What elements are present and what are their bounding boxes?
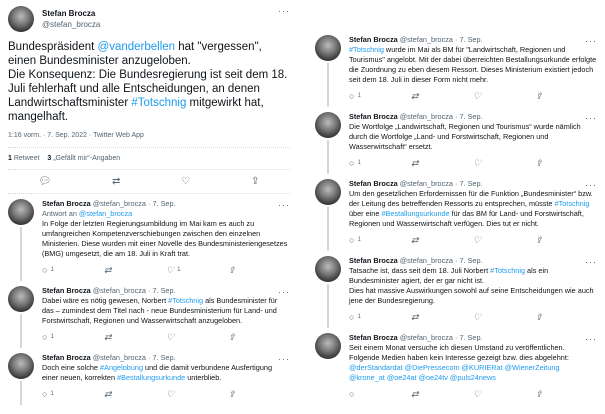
like-button[interactable]: [166, 389, 228, 399]
reply-tweet: ··· Stefan Brocza @stefan_brocza · 7. Sep. Seit einem Monat versuche ich diesen Umstand zu veröffentlichen. Folgende Medien haben kein Interesse gezeigt bzw. dies abgelehnt: @derStandardat @DiePressecom @KURIERat @WienerZeitung @krone_at @oe24at @oe24tv @puls24news ○ ⇄ ♡ ⇪: [307, 328, 605, 405]
avatar[interactable]: [315, 256, 341, 282]
author-handle[interactable]: @stefan_brocza: [399, 112, 453, 121]
retweets-count: 1: [8, 155, 12, 162]
tweet-text: [42, 219, 290, 259]
tweet-timestamp[interactable]: 1:16 vorm. · 7. Sep. 2022 · Twitter Web App: [8, 132, 290, 148]
author-handle[interactable]: @stefan_brocza: [399, 333, 453, 342]
author-name[interactable]: Stefan Brocza: [42, 286, 91, 295]
author-name[interactable]: Stefan Brocza: [349, 333, 398, 342]
like-icon: ♡: [473, 158, 482, 168]
reply-tweet: ··· Stefan Brocza @stefan_brocza · 7. Sep. Dabei wäre es nötig gewesen, Norbert #Totschnig als Bundesminister für das – zumindest dem Titel nach - neue Bundesministerium für Land- und Forstwirtschaft, Regionen und Wasserwirtschaft anzugeloben. ○ 1 ⇄ ♡ ⇪: [0, 281, 298, 348]
reply-to-line: [42, 209, 290, 219]
more-options-icon[interactable]: ···: [585, 257, 597, 267]
tweet-date[interactable]: 7. Sep.: [459, 35, 483, 44]
reply-count: 1: [357, 93, 361, 99]
tweet-actions: [8, 170, 290, 194]
retweet-button[interactable]: [104, 332, 166, 342]
share-icon: ⇪: [228, 389, 236, 399]
tweet-text-segment: Um den gesetzlichen Erfordernissen für die Funktion „Bundesminister“ bzw. der Leitung des betreffenden Ressorts zu entsprechen, müsste: [349, 189, 593, 208]
reply-icon: ○: [42, 265, 48, 275]
share-button[interactable]: [228, 265, 290, 275]
tweet-text-segment: Die Konsequenz: Die Bundesregierung ist seit dem 18. Juli fehlerhaft und alle Entscheidungen, an denen Landwirtschaftsminister: [8, 69, 288, 109]
author-handle[interactable]: @stefan_brocza: [92, 353, 146, 362]
reply-button[interactable]: [349, 235, 411, 245]
tweet-text-segment: Doch eine solche: [42, 363, 101, 372]
retweet-icon: ⇄: [104, 265, 112, 275]
retweet-icon: ⇄: [411, 158, 419, 168]
reply-icon: ○: [349, 312, 355, 322]
tweet-date[interactable]: 7. Sep.: [459, 333, 483, 342]
retweets-stat[interactable]: [8, 155, 40, 162]
tweet-text: [349, 266, 597, 306]
reply-count: 1: [357, 237, 361, 243]
like-icon: ♡: [473, 389, 482, 399]
left-thread-panel: [0, 0, 298, 414]
author-handle[interactable]: @stefan_brocza: [92, 286, 146, 295]
tweet-actions: [349, 91, 597, 101]
tweet-text-segment: Die Wortfolge „Landwirtschaft, Regionen und Tourismus“ wurde nämlich durch die Wortfolge „Land- und Forstwirtschaft, Regionen und Wasserwirtschaft“ ersetzt.: [349, 122, 581, 151]
like-button[interactable]: [473, 389, 535, 399]
tweet-text-segment: Dabei wäre es nötig gewesen, Norbert: [42, 296, 169, 305]
likes-label: „Gefällt mir“-Angaben: [53, 155, 121, 162]
like-icon: ♡: [473, 235, 482, 245]
author-name[interactable]: Stefan Brocza: [42, 9, 96, 18]
reply-tweet: ··· Stefan Brocza @stefan_brocza · 7. Sep. Tatsache ist, dass seit dem 18. Juli Norbert #Totschnig als ein Bundesminister agiert, der er gar nicht ist. Dies hat massive Auswirkungen sowohl auf seine Entscheidungen wie auch jene der Bundesregierung. ○ 1 ⇄ ♡ ⇪: [307, 251, 605, 328]
avatar[interactable]: [315, 112, 341, 138]
like-icon: ♡: [166, 265, 175, 275]
reply-button[interactable]: [349, 91, 411, 101]
more-options-icon[interactable]: ···: [585, 36, 597, 46]
tweet-text: [349, 343, 597, 383]
tweet-text-segment: Folgende Medien haben kein Interesse gezeigt bzw. dies abgelehnt:: [349, 353, 569, 362]
reply-count: 1: [357, 314, 361, 320]
tweet-text-segment: wurde im Mai als BM für "Landwirtschaft, Regionen und Tourismus" angelobt. Mit der dabei überreichten Bestallungsurkunde erfolgte die Zuordnung zu eben diesem Ressort. Dieses Ministerium existiert jedoch seit dem 18. Juli in dieser Form nicht mehr.: [349, 45, 597, 84]
tweet-date[interactable]: 7. Sep.: [152, 286, 176, 295]
retweet-button[interactable]: [104, 265, 166, 275]
retweet-icon: ⇄: [411, 312, 419, 322]
retweet-button[interactable]: [104, 389, 166, 399]
reply-button[interactable]: [42, 332, 104, 342]
avatar[interactable]: [315, 35, 341, 61]
tweet-text-segment: hat "vergessen", einen Bundesminister anzugeloben.: [8, 41, 262, 67]
tweet-text: [8, 40, 290, 124]
share-button[interactable]: [535, 389, 597, 399]
like-icon: ♡: [473, 91, 482, 101]
tweet-date[interactable]: 7. Sep.: [459, 256, 483, 265]
reply-tweet: ··· Stefan Brocza @stefan_brocza · 7. Sep. Doch eine solche #Angelobung und die damit verbundene Ausfertigung einer neuen, korrekten #Bestallungsurkunde unterblieb. ○ 1 ⇄ ♡ ⇪: [0, 348, 298, 405]
likes-count: 3: [47, 155, 52, 162]
retweets-label: Retweet: [13, 155, 40, 162]
tweet-date[interactable]: 7. Sep.: [459, 179, 483, 188]
author-name[interactable]: Stefan Brocza: [349, 256, 398, 265]
author-name[interactable]: Stefan Brocza: [349, 112, 398, 121]
tweet-actions: [349, 235, 597, 245]
tweet-link[interactable]: #Totschnig: [168, 296, 204, 305]
avatar[interactable]: [315, 179, 341, 205]
avatar[interactable]: [8, 199, 34, 225]
tweet-actions: [42, 332, 290, 342]
tweet-link[interactable]: #Bestallungsurkunde: [381, 209, 450, 218]
reply-icon: ○: [349, 389, 355, 399]
tweet-text-segment: für das BM für Land- und Forstwirtschaft, Regionen und Wasserwirtschaft verfügen. Dies tut er nicht.: [349, 209, 584, 228]
tweet-date[interactable]: 7. Sep.: [152, 353, 176, 362]
share-button[interactable]: [228, 389, 290, 399]
tweet-text-segment: und die damit verbundene Ausfertigung einer neuen, korrekten: [42, 363, 273, 382]
author-name[interactable]: Stefan Brocza: [349, 35, 398, 44]
like-button[interactable]: [473, 235, 535, 245]
reply-icon: ○: [349, 91, 355, 101]
share-icon: ⇪: [228, 265, 236, 275]
tweet-link[interactable]: #Totschnig: [554, 199, 590, 208]
reply-button[interactable]: [349, 158, 411, 168]
retweet-button[interactable]: [411, 312, 473, 322]
like-button[interactable]: [166, 332, 228, 342]
like-button[interactable]: [473, 312, 535, 322]
retweet-button[interactable]: [411, 235, 473, 245]
tweet-actions: [349, 158, 597, 168]
more-options-icon[interactable]: ···: [585, 180, 597, 190]
thread-line: [327, 63, 329, 107]
tweet-link[interactable]: #Angelobung: [100, 363, 144, 372]
retweet-button[interactable]: [411, 389, 473, 399]
reply-icon: ○: [349, 235, 355, 245]
reply-icon[interactable]: 💬︎: [38, 176, 52, 187]
share-icon[interactable]: ⇪: [251, 176, 260, 187]
tweet-link[interactable]: #Totschnig: [131, 97, 187, 109]
share-icon: ⇪: [535, 389, 543, 399]
reply-to-label: Antwort an: [42, 209, 79, 218]
more-options-icon[interactable]: ···: [278, 6, 290, 16]
reply-count: 1: [357, 160, 361, 166]
retweet-icon[interactable]: ⇄: [112, 176, 121, 187]
retweet-icon: ⇄: [104, 389, 112, 399]
tweet-text: [349, 45, 597, 85]
more-options-icon[interactable]: ···: [585, 334, 597, 344]
tweet-text-segment: In Folge der letzten Regierungsumbildung im Mai kam es auch zu umfangreichen Kompetenzverschiebungen zwischen den einzelnen Ministerien. Diese wurden mit einer Novelle des Bundesministeriengesetzes (BMG) umgesetzt, die am 18. Juli in Kraft trat.: [42, 219, 288, 258]
share-icon: ⇪: [535, 91, 543, 101]
like-icon[interactable]: ♡: [181, 176, 191, 187]
tweet-actions: [349, 389, 597, 399]
main-tweet: [0, 0, 298, 194]
tweet-stats: [8, 148, 290, 170]
retweet-icon: ⇄: [411, 91, 419, 101]
author-handle[interactable]: @stefan_brocza: [399, 179, 453, 188]
tweet-text: [42, 296, 290, 326]
author-handle[interactable]: @stefan_brocza: [42, 20, 101, 29]
reply-to-link[interactable]: @stefan_brocza: [78, 209, 133, 218]
tweet-text-segment: unterblieb.: [185, 373, 222, 382]
retweet-button[interactable]: [411, 91, 473, 101]
tweet-text: [349, 122, 597, 152]
thread-line: [327, 284, 329, 328]
tweet-date[interactable]: 7. Sep.: [459, 112, 483, 121]
reply-button[interactable]: [349, 312, 411, 322]
tweet-text-segment: Dies hat massive Auswirkungen sowohl auf seine Entscheidungen wie auch jene der Bundesregierung.: [349, 286, 594, 305]
like-button[interactable]: [473, 91, 535, 101]
like-icon: ♡: [166, 389, 175, 399]
likes-stat[interactable]: [47, 155, 120, 162]
tweet-link[interactable]: @derStandardat @DiePressecom @KURIERat @WienerZeitung @krone_at @oe24at @oe24tv @puls24news: [349, 363, 560, 382]
retweet-button[interactable]: [411, 158, 473, 168]
more-options-icon[interactable]: ···: [278, 200, 290, 210]
avatar[interactable]: [8, 286, 34, 312]
thread-line: [20, 381, 22, 405]
tweet-text-segment: als ein Bundesminister agiert, der er gar nicht ist.: [349, 266, 549, 285]
author-name[interactable]: Stefan Brocza: [42, 199, 91, 208]
author-handle[interactable]: @stefan_brocza: [92, 199, 146, 208]
reply-count: 1: [50, 267, 54, 273]
author-name[interactable]: Stefan Brocza: [349, 179, 398, 188]
reply-tweet: ··· Stefan Brocza @stefan_brocza · 7. Sep. Antwort an @stefan_brocza In Folge der letzten Regierungsumbildung im Mai kam es auch zu umfangreichen Kompetenzverschiebungen zwischen den einzelnen Ministerien. Diese wurden mit einer Novelle des Bundesministeriengesetzes (BMG) umgesetzt, die am 18. Juli in Kraft trat. ○ 1 ⇄ ♡ 1 ⇪: [0, 194, 298, 281]
tweet-text-segment: Bundespräsident: [8, 41, 98, 53]
share-button[interactable]: [228, 332, 290, 342]
reply-button[interactable]: [349, 389, 411, 399]
reply-button[interactable]: [42, 265, 104, 275]
share-icon: ⇪: [228, 332, 236, 342]
tweet-actions: [349, 312, 597, 322]
more-options-icon[interactable]: ···: [278, 287, 290, 297]
share-icon: ⇪: [535, 158, 543, 168]
share-button[interactable]: [535, 91, 597, 101]
tweet-text: [42, 363, 290, 383]
tweet-link[interactable]: #Totschnig: [349, 45, 384, 54]
retweet-icon: ⇄: [411, 389, 419, 399]
reply-icon: ○: [349, 158, 355, 168]
reply-count: 1: [50, 391, 54, 397]
reply-icon: ○: [42, 332, 48, 342]
reply-count: 1: [50, 334, 54, 340]
share-button[interactable]: [535, 312, 597, 322]
right-thread-panel: [307, 30, 605, 414]
author-handle[interactable]: @stefan_brocza: [399, 35, 453, 44]
reply-button[interactable]: [42, 389, 104, 399]
avatar[interactable]: [315, 333, 341, 359]
reply-icon: ○: [42, 389, 48, 399]
share-icon: ⇪: [535, 235, 543, 245]
tweet-text-segment: Tatsache ist, dass seit dem 18. Juli Norbert: [349, 266, 491, 275]
avatar[interactable]: [8, 6, 34, 32]
more-options-icon[interactable]: ···: [585, 113, 597, 123]
tweet-date[interactable]: 7. Sep.: [152, 199, 176, 208]
tweet-text-segment: als Bundesminister für das – zumindest dem Titel nach - neue Bundesministerium für Land- und Forstwirtschaft, Regionen und Wasserwirtschaft anzugeloben.: [42, 296, 278, 325]
like-icon: ♡: [166, 332, 175, 342]
tweet-text-segment: mitgewirkt hat, mangelhaft.: [8, 97, 264, 123]
reply-tweet: ··· Stefan Brocza @stefan_brocza · 7. Sep. Um den gesetzlichen Erfordernissen für die Funktion „Bundesminister“ bzw. der Leitung des betreffenden Ressorts zu entsprechen, müsste #Totschnig über eine #Bestallungsurkunde für das BM für Land- und Forstwirtschaft, Regionen und Wasserwirtschaft verfügen. Dies tut er nicht. ○ 1 ⇄ ♡ ⇪: [307, 174, 605, 251]
like-icon: ♡: [473, 312, 482, 322]
avatar[interactable]: [8, 353, 34, 379]
like-button[interactable]: [473, 158, 535, 168]
author-handle[interactable]: @stefan_brocza: [399, 256, 453, 265]
thread-line: [327, 140, 329, 174]
share-button[interactable]: [535, 235, 597, 245]
reply-tweet: ··· Stefan Brocza @stefan_brocza · 7. Sep. #Totschnig wurde im Mai als BM für "Landwirtschaft, Regionen und Tourismus" angelobt. Mit der dabei überreichten Bestallungsurkunde erfolgte die Zuordnung zu eben diesem Ressort. Dieses Ministerium existiert jedoch seit dem 18. Juli in dieser Form nicht mehr. ○ 1 ⇄ ♡ ⇪: [307, 30, 605, 107]
thread-line: [327, 207, 329, 251]
tweet-link[interactable]: #Bestallungsurkunde: [117, 373, 186, 382]
tweet-actions: [42, 389, 290, 399]
tweet-text-segment: über eine: [349, 209, 382, 218]
share-button[interactable]: [535, 158, 597, 168]
retweet-icon: ⇄: [411, 235, 419, 245]
tweet-text-segment: Seit einem Monat versuche ich diesen Umstand zu veröffentlichen.: [349, 343, 565, 352]
tweet-actions: [42, 265, 290, 275]
share-icon: ⇪: [535, 312, 543, 322]
thread-line: [20, 314, 22, 348]
more-options-icon[interactable]: ···: [278, 354, 290, 364]
like-button[interactable]: [166, 265, 228, 275]
tweet-link[interactable]: @vanderbellen: [97, 41, 176, 53]
like-count: 1: [177, 267, 181, 273]
retweet-icon: ⇄: [104, 332, 112, 342]
thread-line: [20, 227, 22, 281]
reply-tweet: ··· Stefan Brocza @stefan_brocza · 7. Sep. Die Wortfolge „Landwirtschaft, Regionen und Tourismus“ wurde nämlich durch die Wortfolge „Land- und Forstwirtschaft, Regionen und Wasserwirtschaft“ ersetzt. ○ 1 ⇄ ♡ ⇪: [307, 107, 605, 174]
tweet-link[interactable]: #Totschnig: [490, 266, 526, 275]
tweet-text: [349, 189, 597, 229]
author-name[interactable]: Stefan Brocza: [42, 353, 91, 362]
